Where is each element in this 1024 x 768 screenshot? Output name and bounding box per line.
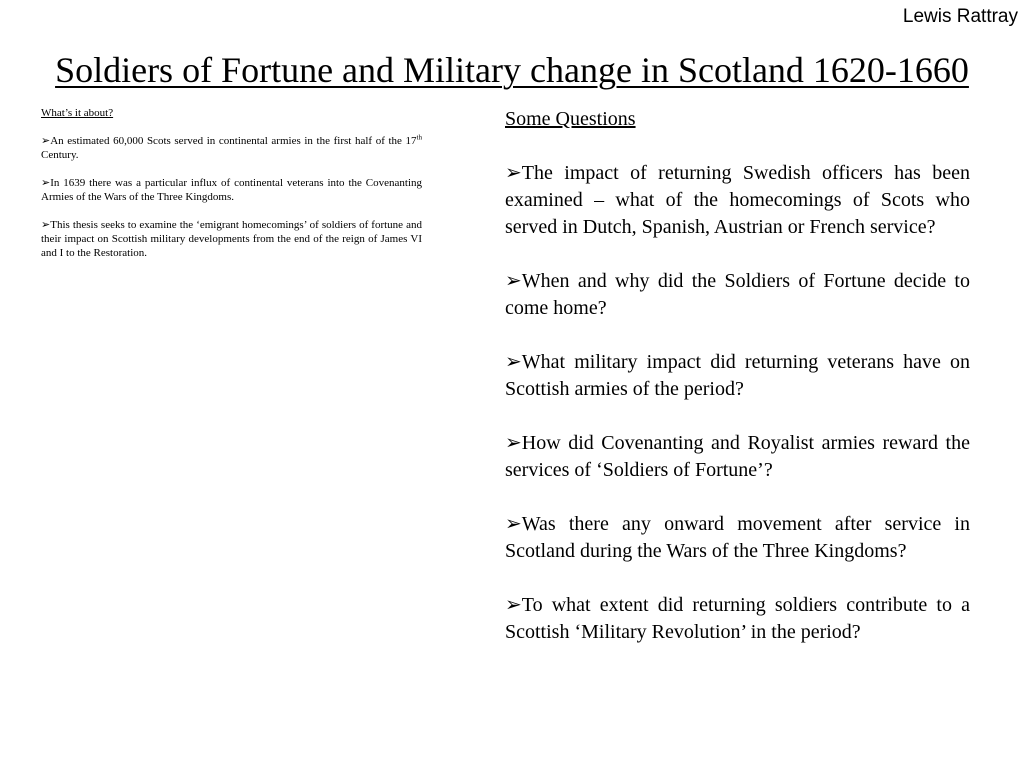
about-point-text: In 1639 there was a particular influx of continental veterans into the Covenanting Armies of the Wars of the Three Kingdoms.	[41, 177, 422, 203]
question-item	[505, 268, 970, 322]
arrow-bullet-icon: ➢	[41, 177, 51, 189]
arrow-bullet-icon: ➢	[505, 270, 522, 292]
question-item	[505, 592, 970, 646]
arrow-bullet-icon: ➢	[505, 351, 522, 373]
question-text: What military impact did returning veterans have on Scottish armies of the period?	[505, 351, 970, 400]
about-point-text: Century.	[41, 149, 79, 161]
arrow-bullet-icon: ➢	[41, 135, 51, 147]
question-item	[505, 511, 970, 565]
about-point	[41, 218, 422, 260]
question-text: When and why did the Soldiers of Fortune decide to come home?	[505, 270, 970, 319]
question-text: To what extent did returning soldiers contribute to a Scottish ‘Military Revolution’ in the period?	[505, 594, 970, 643]
about-point-text: An estimated 60,000 Scots served in continental armies in the first half of the 17	[50, 135, 417, 147]
arrow-bullet-icon: ➢	[505, 513, 522, 535]
question-item	[505, 349, 970, 403]
arrow-bullet-icon: ➢	[505, 162, 522, 184]
question-text: The impact of returning Swedish officers has been examined – what of the homecomings of Scots who served in Dutch, Spanish, Austrian or French service?	[505, 162, 970, 238]
about-point	[41, 176, 422, 204]
arrow-bullet-icon: ➢	[505, 594, 522, 616]
questions-section	[505, 106, 970, 673]
slide-title: Soldiers of Fortune and Military change in Scotland 1620-1660	[55, 50, 969, 90]
about-point-text: This thesis seeks to examine the ‘emigrant homecomings’ of soldiers of fortune and their impact on Scottish military developments from the end of the reign of James VI and I to the Restoration.	[41, 219, 422, 259]
author-name: Lewis Rattray	[902, 6, 1018, 27]
about-point	[41, 134, 422, 162]
ordinal-suffix: th	[416, 133, 422, 142]
question-text: Was there any onward movement after service in Scotland during the Wars of the Three Kingdoms?	[505, 513, 970, 562]
about-heading: What’s it about?	[41, 107, 114, 119]
questions-heading: Some Questions	[505, 108, 636, 130]
question-item	[505, 160, 970, 241]
question-text: How did Covenanting and Royalist armies reward the services of ‘Soldiers of Fortune’?	[505, 432, 970, 481]
question-item	[505, 430, 970, 484]
about-section	[41, 106, 422, 274]
arrow-bullet-icon: ➢	[41, 219, 51, 231]
arrow-bullet-icon: ➢	[505, 432, 522, 454]
